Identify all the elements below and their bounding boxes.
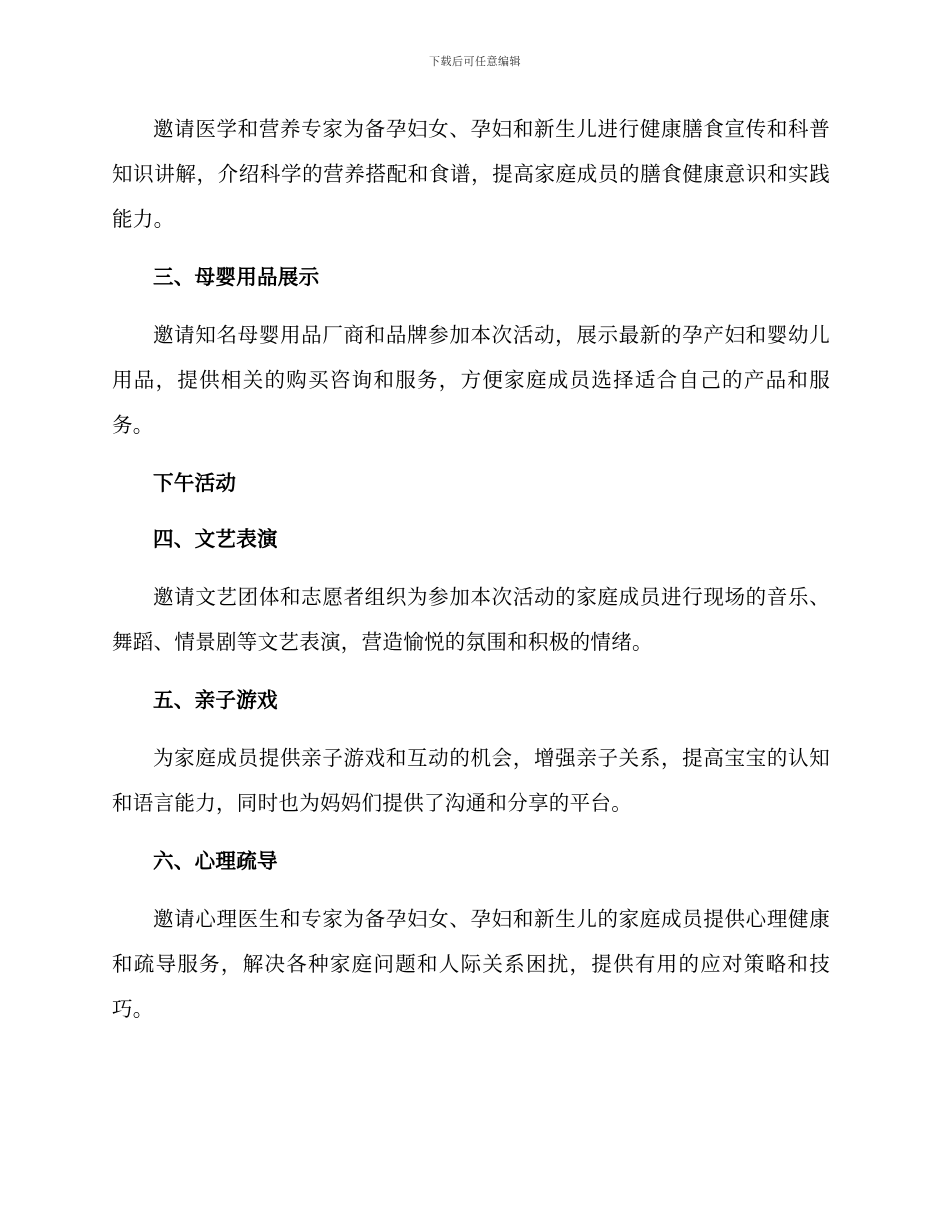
paragraph-parent-child-games: 为家庭成员提供亲子游戏和互动的机会，增强亲子关系，提高宝宝的认知和语言能力，同时也为妈妈们提供了沟通和分享的平台。 [112,746,830,815]
paragraph-counseling: 邀请心理医生和专家为备孕妇女、孕妇和新生儿的家庭成员提供心理健康和疏导服务，解决各种家庭问题和人际关系困扰，提供有用的应对策略和技巧。 [112,907,830,1021]
heading-section-5: 五、亲子游戏 [153,688,278,712]
heading-section-6: 六、心理疏导 [153,849,278,873]
heading-section-3: 三、母婴用品展示 [153,265,320,289]
document-body [112,107,830,1045]
paragraph-baby-products: 邀请知名母婴用品厂商和品牌参加本次活动，展示最新的孕产妇和婴幼儿用品，提供相关的购买咨询和服务，方便家庭成员选择适合自己的产品和服务。 [112,323,830,437]
page-header: 下载后可任意编辑 [429,55,521,68]
heading-section-4: 四、文艺表演 [153,527,278,551]
paragraph-nutrition-education: 邀请医学和营养专家为备孕妇女、孕妇和新生儿进行健康膳食宣传和科普知识讲解，介绍科学的营养搭配和食谱，提高家庭成员的膳食健康意识和实践能力。 [112,117,830,231]
paragraph-performances: 邀请文艺团体和志愿者组织为参加本次活动的家庭成员进行现场的音乐、舞蹈、情景剧等文艺表演，营造愉悦的氛围和积极的情绪。 [112,585,830,654]
heading-afternoon: 下午活动 [153,471,237,495]
